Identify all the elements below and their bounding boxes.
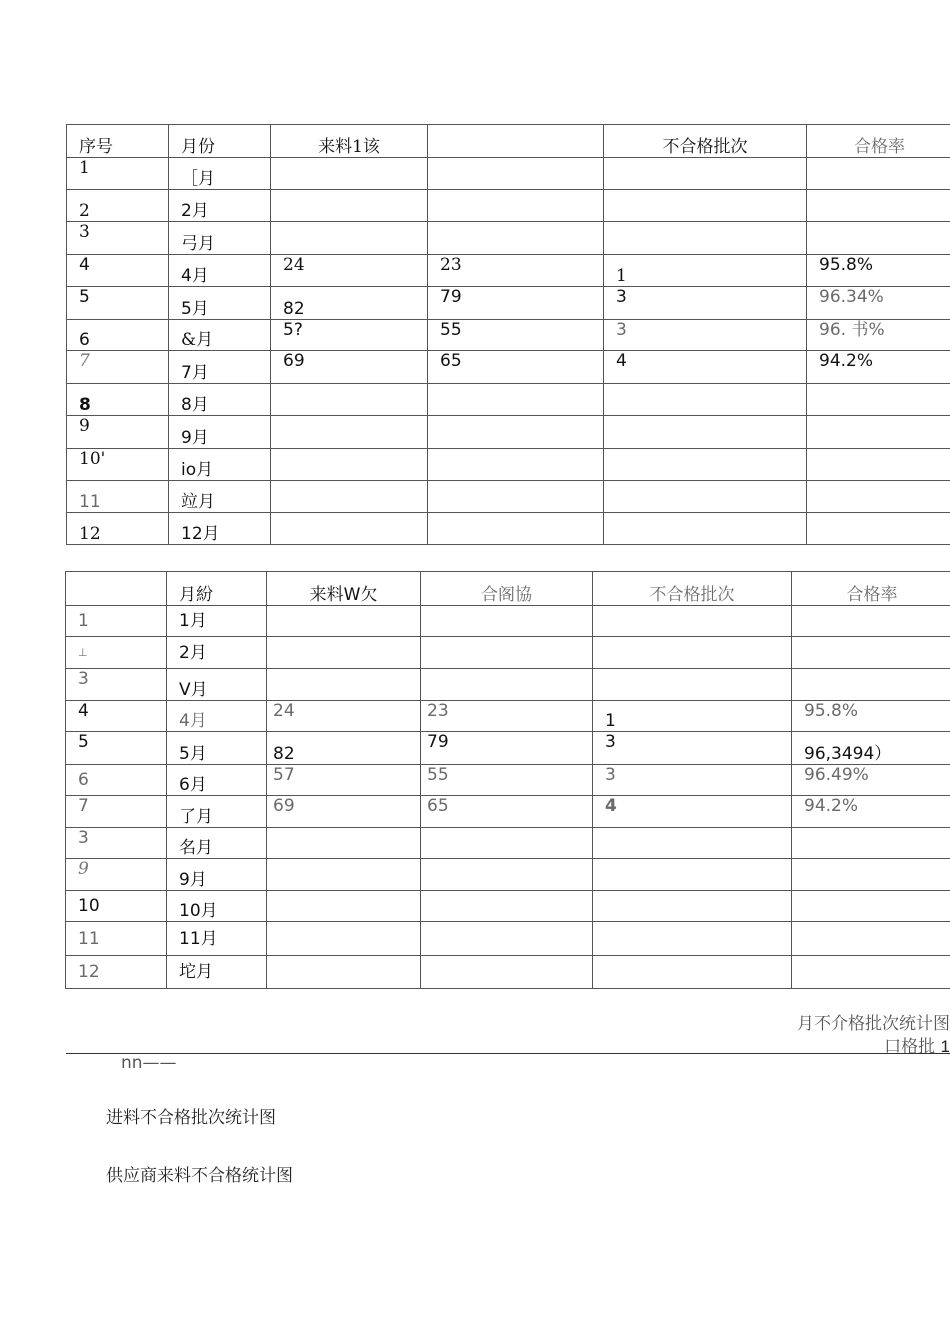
header-seq bbox=[66, 572, 167, 606]
cell-seq: 9 bbox=[67, 416, 169, 449]
cell-failed: 3 bbox=[604, 320, 807, 351]
cell-incoming bbox=[267, 637, 421, 669]
cell-passed bbox=[428, 384, 604, 416]
cell-rate bbox=[807, 449, 950, 481]
cell-rate: 96.34% bbox=[807, 287, 950, 320]
cell-passed: 79 bbox=[421, 732, 593, 765]
header-pass-rate: 合格率 bbox=[807, 125, 950, 158]
cell-rate: 96. 书% bbox=[807, 320, 950, 351]
cell-incoming bbox=[271, 384, 428, 416]
cell-passed: 55 bbox=[421, 765, 593, 796]
cell-month: 10月 bbox=[167, 891, 267, 922]
cell-passed bbox=[428, 449, 604, 481]
cell-rate bbox=[792, 956, 950, 989]
cell-failed bbox=[593, 669, 792, 701]
cell-month: 名月 bbox=[167, 828, 267, 859]
cell-failed bbox=[604, 190, 807, 222]
cell-failed bbox=[604, 513, 807, 545]
table-row bbox=[67, 481, 950, 513]
cell-passed bbox=[421, 891, 593, 922]
cell-failed: 3 bbox=[604, 287, 807, 320]
cell-passed bbox=[421, 637, 593, 669]
cell-incoming: 82 bbox=[267, 732, 421, 765]
table-row bbox=[66, 828, 950, 859]
cell-failed: 3 bbox=[593, 732, 792, 765]
cell-passed bbox=[428, 416, 604, 449]
cell-month: 12月 bbox=[169, 513, 271, 545]
table-row bbox=[67, 190, 950, 222]
table-row bbox=[66, 637, 950, 669]
cell-seq: 12 bbox=[67, 513, 169, 545]
cell-incoming bbox=[267, 956, 421, 989]
cell-incoming bbox=[271, 416, 428, 449]
cell-rate bbox=[807, 513, 950, 545]
cell-incoming bbox=[271, 222, 428, 255]
legend-value: 1 bbox=[940, 1037, 950, 1056]
cell-incoming: 24 bbox=[267, 701, 421, 732]
table-row bbox=[67, 416, 950, 449]
cell-month: &月 bbox=[169, 320, 271, 351]
cell-seq: 11 bbox=[67, 481, 169, 513]
cell-passed bbox=[421, 669, 593, 701]
cell-incoming bbox=[267, 891, 421, 922]
cell-incoming bbox=[267, 669, 421, 701]
cell-rate bbox=[807, 158, 950, 190]
cell-passed bbox=[428, 158, 604, 190]
cell-month: 4月 bbox=[167, 701, 267, 732]
cell-seq: 11 bbox=[66, 922, 167, 956]
table-row bbox=[67, 449, 950, 481]
cell-failed bbox=[604, 222, 807, 255]
cell-incoming bbox=[271, 190, 428, 222]
cell-passed bbox=[421, 859, 593, 891]
cell-incoming: 69 bbox=[267, 796, 421, 828]
table-header-row bbox=[67, 125, 950, 158]
cell-incoming bbox=[271, 158, 428, 190]
cell-month: ［月 bbox=[169, 158, 271, 190]
cell-month: 5月 bbox=[167, 732, 267, 765]
table-row bbox=[66, 765, 950, 796]
table-row bbox=[67, 158, 950, 190]
legend-label: 口格批 bbox=[884, 1037, 936, 1057]
table-row bbox=[66, 701, 950, 732]
cell-passed bbox=[428, 190, 604, 222]
cell-passed bbox=[421, 606, 593, 637]
header-month: 月份 bbox=[169, 125, 271, 158]
cell-failed: 4 bbox=[593, 796, 792, 828]
cell-passed bbox=[428, 481, 604, 513]
cell-rate bbox=[792, 606, 950, 637]
chart-axis-line bbox=[66, 1053, 950, 1054]
cell-incoming: 5? bbox=[271, 320, 428, 351]
table-row bbox=[66, 956, 950, 989]
cell-month: 6月 bbox=[167, 765, 267, 796]
cell-passed: 65 bbox=[428, 351, 604, 384]
cell-month: 9月 bbox=[169, 416, 271, 449]
cell-passed bbox=[421, 828, 593, 859]
table-row bbox=[66, 891, 950, 922]
cell-failed: 3 bbox=[593, 765, 792, 796]
cell-month: 坨月 bbox=[167, 956, 267, 989]
table-header-row bbox=[66, 572, 950, 606]
cell-failed bbox=[593, 828, 792, 859]
cell-seq: 5 bbox=[67, 287, 169, 320]
cell-seq: 1 bbox=[66, 606, 167, 637]
cell-seq: 7 bbox=[67, 351, 169, 384]
cell-month: 5月 bbox=[169, 287, 271, 320]
cell-seq: 2 bbox=[67, 190, 169, 222]
inspection-table-2 bbox=[65, 571, 950, 989]
cell-failed bbox=[593, 922, 792, 956]
table-row bbox=[67, 287, 950, 320]
table-row bbox=[67, 513, 950, 545]
cell-incoming: 57 bbox=[267, 765, 421, 796]
cell-month: 竝月 bbox=[169, 481, 271, 513]
cell-failed bbox=[604, 449, 807, 481]
cell-month: 7月 bbox=[169, 351, 271, 384]
cell-passed: 79 bbox=[428, 287, 604, 320]
cell-passed bbox=[421, 922, 593, 956]
header-passed: 合阁協 bbox=[421, 572, 593, 606]
cell-failed: 4 bbox=[604, 351, 807, 384]
cell-failed bbox=[604, 481, 807, 513]
section-heading-supplier-failures: 供应商来料不合格统计图 bbox=[106, 1166, 293, 1186]
cell-rate bbox=[807, 416, 950, 449]
cell-incoming bbox=[271, 513, 428, 545]
cell-rate bbox=[807, 222, 950, 255]
header-pass-rate: 合格率 bbox=[792, 572, 950, 606]
header-seq: 序号 bbox=[67, 125, 169, 158]
cell-seq: 12 bbox=[66, 956, 167, 989]
cell-rate bbox=[792, 891, 950, 922]
header-month: 月紛 bbox=[167, 572, 267, 606]
cell-incoming bbox=[267, 606, 421, 637]
cell-failed: 1 bbox=[593, 701, 792, 732]
cell-failed bbox=[593, 956, 792, 989]
table-row bbox=[67, 255, 950, 287]
cell-passed: 23 bbox=[421, 701, 593, 732]
cell-passed bbox=[428, 513, 604, 545]
cell-month: V月 bbox=[167, 669, 267, 701]
cell-rate bbox=[807, 190, 950, 222]
cell-seq: 6 bbox=[67, 320, 169, 351]
cell-seq: 10' bbox=[67, 449, 169, 481]
cell-month: 了月 bbox=[167, 796, 267, 828]
cell-failed bbox=[604, 416, 807, 449]
cell-rate: 94.2% bbox=[792, 796, 950, 828]
cell-rate: 95.8% bbox=[792, 701, 950, 732]
header-failed-batches: 不合格批次 bbox=[593, 572, 792, 606]
table-row bbox=[66, 669, 950, 701]
cell-month: 4月 bbox=[169, 255, 271, 287]
chart-axis-label: nn—— bbox=[121, 1053, 177, 1073]
cell-seq: 3 bbox=[67, 222, 169, 255]
table-row bbox=[67, 384, 950, 416]
header-incoming: 来料1该 bbox=[271, 125, 428, 158]
cell-month: 11月 bbox=[167, 922, 267, 956]
cell-rate bbox=[792, 637, 950, 669]
cell-seq: 3 bbox=[66, 669, 167, 701]
table-row bbox=[67, 320, 950, 351]
cell-month: io月 bbox=[169, 449, 271, 481]
cell-month: 2月 bbox=[167, 637, 267, 669]
cell-month: 弓月 bbox=[169, 222, 271, 255]
cell-rate bbox=[792, 669, 950, 701]
cell-rate: 96,3494） bbox=[792, 732, 950, 765]
table-row bbox=[66, 732, 950, 765]
cell-month: 8月 bbox=[169, 384, 271, 416]
cell-failed bbox=[593, 637, 792, 669]
cell-seq: 9 bbox=[66, 859, 167, 891]
cell-incoming: 24 bbox=[271, 255, 428, 287]
cell-seq: 6 bbox=[66, 765, 167, 796]
cell-seq: 5 bbox=[66, 732, 167, 765]
cell-seq: ⊥ bbox=[66, 637, 167, 669]
cell-failed bbox=[593, 606, 792, 637]
cell-failed bbox=[604, 384, 807, 416]
cell-rate bbox=[792, 922, 950, 956]
cell-failed bbox=[604, 158, 807, 190]
cell-seq: 4 bbox=[66, 701, 167, 732]
cell-passed bbox=[428, 222, 604, 255]
cell-seq: 7 bbox=[66, 796, 167, 828]
cell-month: 2月 bbox=[169, 190, 271, 222]
cell-incoming: 69 bbox=[271, 351, 428, 384]
header-failed-batches: 不合格批次 bbox=[604, 125, 807, 158]
cell-month: 9月 bbox=[167, 859, 267, 891]
inspection-table-1 bbox=[66, 124, 950, 545]
cell-seq: 10 bbox=[66, 891, 167, 922]
cell-incoming bbox=[271, 481, 428, 513]
table-row bbox=[66, 606, 950, 637]
table-row bbox=[66, 922, 950, 956]
table-row bbox=[66, 796, 950, 828]
chart-title: 月不介格批次统计图 bbox=[797, 1014, 950, 1034]
cell-rate bbox=[807, 384, 950, 416]
cell-failed bbox=[593, 891, 792, 922]
cell-failed bbox=[593, 859, 792, 891]
cell-passed: 65 bbox=[421, 796, 593, 828]
cell-rate bbox=[807, 481, 950, 513]
table-row bbox=[67, 351, 950, 384]
cell-seq: 8 bbox=[67, 384, 169, 416]
table-row bbox=[66, 859, 950, 891]
cell-month: 1月 bbox=[167, 606, 267, 637]
cell-failed: 1 bbox=[604, 255, 807, 287]
cell-rate: 95.8% bbox=[807, 255, 950, 287]
table-row bbox=[67, 222, 950, 255]
cell-rate: 94.2% bbox=[807, 351, 950, 384]
cell-seq: 1 bbox=[67, 158, 169, 190]
cell-incoming bbox=[267, 859, 421, 891]
section-heading-incoming-failures: 进料不合格批次统计图 bbox=[106, 1108, 276, 1128]
cell-incoming bbox=[267, 922, 421, 956]
cell-seq: 3 bbox=[66, 828, 167, 859]
cell-rate bbox=[792, 859, 950, 891]
cell-passed bbox=[421, 956, 593, 989]
header-incoming: 来料W欠 bbox=[267, 572, 421, 606]
cell-passed: 55 bbox=[428, 320, 604, 351]
cell-rate bbox=[792, 828, 950, 859]
cell-passed: 23 bbox=[428, 255, 604, 287]
cell-incoming bbox=[271, 449, 428, 481]
header-passed bbox=[428, 125, 604, 158]
cell-incoming: 82 bbox=[271, 287, 428, 320]
cell-seq: 4 bbox=[67, 255, 169, 287]
cell-rate: 96.49% bbox=[792, 765, 950, 796]
cell-incoming bbox=[267, 828, 421, 859]
